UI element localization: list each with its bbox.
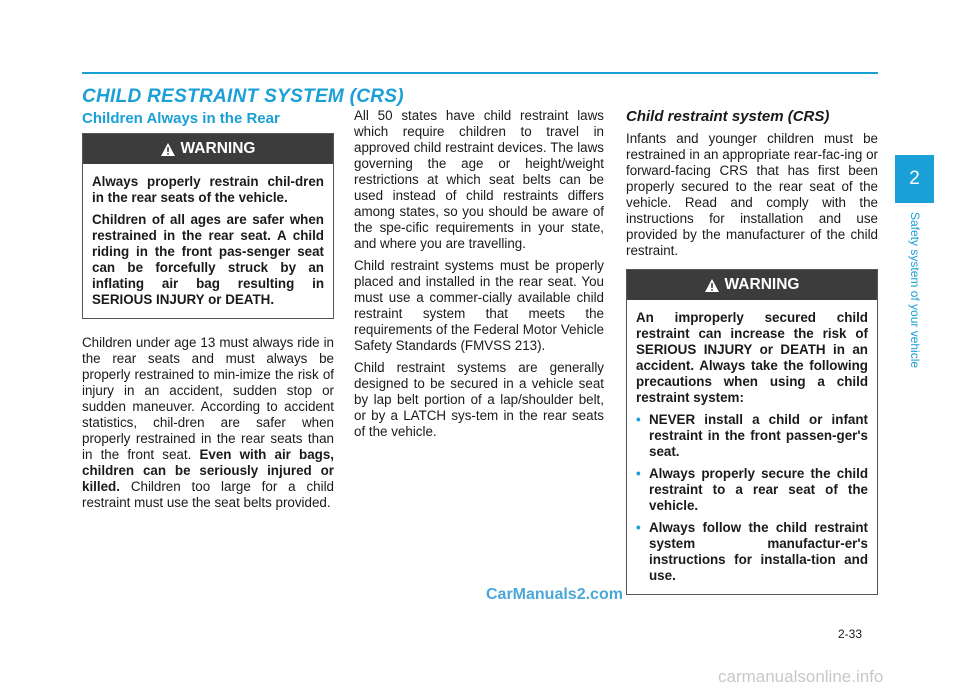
page-number: 2-33 bbox=[838, 627, 863, 641]
paragraph-text-a: Children under age 13 must always ride in the rear seats and must always be properly restrained to min-imize the risk of injury in an accident, sudden stop or sudden maneuver. According to accident statistics, chil-dren are safer when properly restrained in the rear seats than in the front seat. bbox=[82, 335, 334, 462]
warning-header bbox=[83, 134, 333, 164]
warning-bullet: • NEVER install a child or infant restraint in the front passen-ger's seat. bbox=[636, 412, 868, 459]
column-2 bbox=[354, 108, 604, 446]
paragraph-infants: Infants and younger children must be restrained in an appropriate rear-fac-ing or forward-facing CRS that has first been properly secured to the rear seat of the vehicle. Read and comply with the instructions for installation and use provided by the manufacturer of the child restraint. bbox=[626, 131, 878, 258]
paragraph-placement: Child restraint systems must be properly placed and installed in the rear seat. You must use a commer-cially available child restraint system that meets the requirements of the Federal Motor Vehicle Safety Standards (FMVSS 213). bbox=[354, 258, 604, 353]
warning-triangle-icon bbox=[161, 143, 175, 156]
paragraph-text-bold: Even with air bags, children can be seriously injured or killed. bbox=[82, 447, 334, 494]
warning-body bbox=[83, 164, 333, 318]
warning-text-2: Children of all ages are safer when restrained in the rear seat. A child riding in the front pas-senger seat can be forcefully struck by an inflating air bag resulting in SERIOUS INJURY or DEATH. bbox=[92, 212, 324, 307]
warning-body bbox=[627, 300, 877, 594]
paragraph-text-c: Children too large for a child restraint must use the seat belts provided. bbox=[82, 479, 334, 510]
warning-label: WARNING bbox=[180, 140, 256, 157]
heading-children-always-rear: Children Always in the Rear bbox=[82, 110, 280, 127]
warning-triangle-icon bbox=[705, 279, 719, 292]
bullet-dot-icon: • bbox=[636, 412, 641, 427]
warning-box-secured-restraint bbox=[626, 269, 878, 595]
chapter-tab: 2 bbox=[895, 155, 934, 203]
section-title: CHILD RESTRAINT SYSTEM (CRS) bbox=[82, 86, 404, 107]
warning-bullet: • Always follow the child restraint system manufactur-er's instructions for installa-tion and use. bbox=[636, 520, 868, 583]
warning-text-1: Always properly restrain chil-dren in the rear seats of the vehicle. bbox=[92, 174, 324, 205]
heading-crs: Child restraint system (CRS) bbox=[626, 108, 830, 125]
watermark-carmanuals2[interactable]: CarManuals2.com bbox=[486, 586, 623, 603]
column-1 bbox=[82, 110, 334, 517]
warning-header bbox=[627, 270, 877, 300]
top-rule bbox=[82, 72, 878, 74]
paragraph-securing: Child restraint systems are generally designed to be secured in a vehicle seat by lap belt portion of a lap/shoulder belt, or by a LATCH sys-tem in the rear seats of the vehicle. bbox=[354, 360, 604, 439]
watermark-carmanualsonline[interactable]: carmanualsonline.info bbox=[718, 667, 884, 686]
column-3 bbox=[626, 108, 878, 595]
bullet-dot-icon: • bbox=[636, 520, 641, 535]
warning-box-rear-seat bbox=[82, 133, 334, 319]
chapter-title-vertical bbox=[902, 212, 928, 412]
bullet-dot-icon: • bbox=[636, 466, 641, 481]
paragraph-children-under-13 bbox=[82, 335, 334, 511]
warning-bullet-list bbox=[636, 412, 868, 584]
paragraph-state-laws: All 50 states have child restraint laws which require children to travel in approved child restraint devices. The laws governing the age or height/weight restrictions at which seat belts can be used instead of child restraints differs among states, so you should be aware of the spe-cific requirements in your state, and where you are travelling. bbox=[354, 108, 604, 251]
warning-label: WARNING bbox=[724, 276, 800, 293]
warning-bullet: • Always properly secure the child restraint to a rear seat of the vehicle. bbox=[636, 466, 868, 513]
chapter-title: Safety system of your vehicle bbox=[908, 212, 922, 369]
warning-intro: An improperly secured child restraint can increase the risk of SERIOUS INJURY or DEATH in an accident. Always take the following precautions when using a child restraint system: bbox=[636, 310, 868, 405]
